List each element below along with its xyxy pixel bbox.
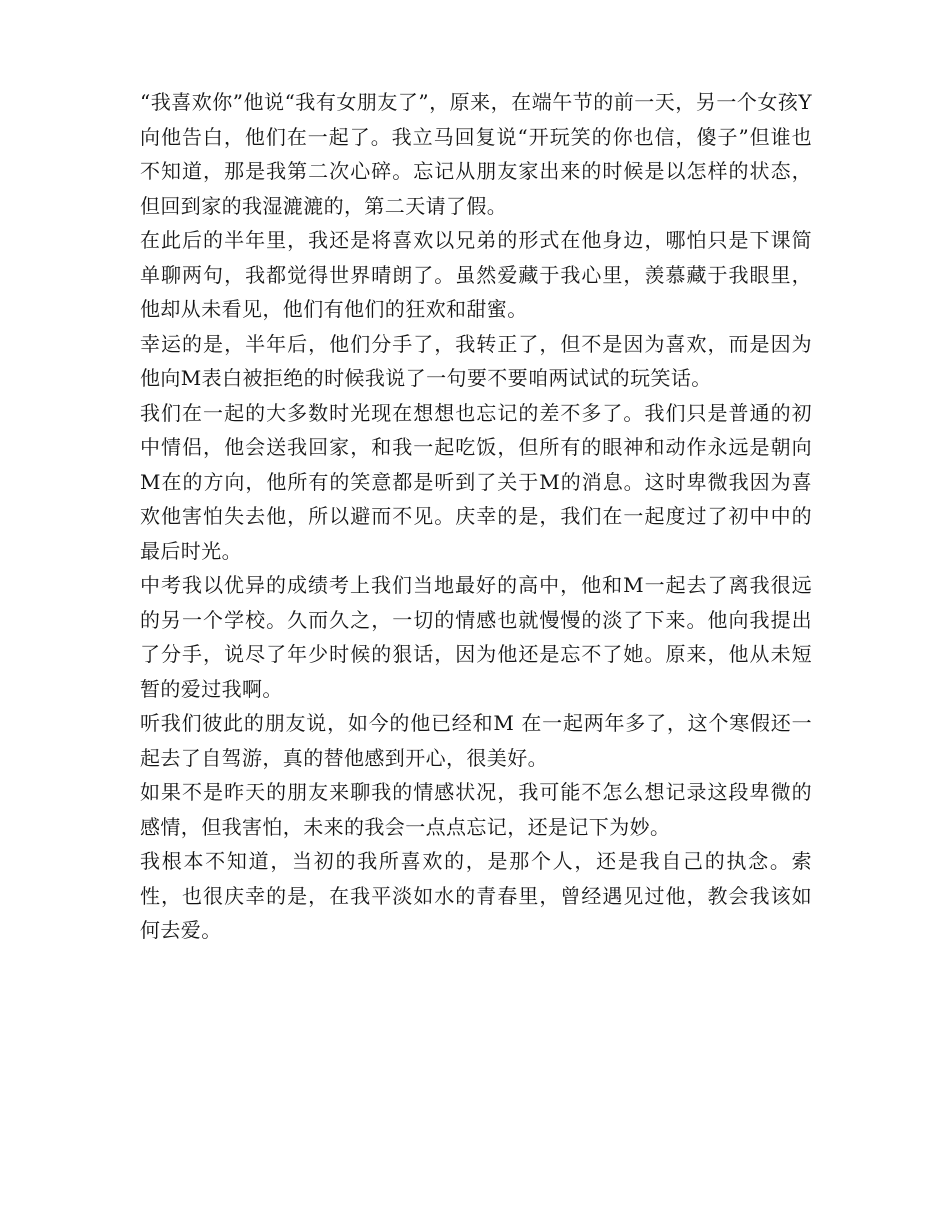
paragraph-5: 中考我以优异的成绩考上我们当地最好的高中，他和M一起去了离我很远的另一个学校。久而久之，一切的情感也就慢慢的淡了下来。他向我提出了分手，说尽了年少时候的狠话，因为他还是忘不了她。原来，他从未短暂的爱过我啊。 <box>140 573 812 701</box>
paragraph-3: 幸运的是，半年后，他们分手了，我转正了，但不是因为喜欢，而是因为他向M表白被拒绝的时候我说了一句要不要咱两试试的玩笑话。 <box>140 331 812 390</box>
paragraph-1: “我喜欢你”他说“我有女朋友了”，原来，在端午节的前一天，另一个女孩Y向他告白，他们在一起了。我立马回复说“开玩笑的你也信，傻子”但谁也不知道，那是我第二次心碎。忘记从朋友家出来的时候是以怎样的状态，但回到家的我湿漉漉的，第二天请了假。 <box>140 90 812 218</box>
paragraph-2: 在此后的半年里，我还是将喜欢以兄弟的形式在他身边，哪怕只是下课简单聊两句，我都觉得世界晴朗了。虽然爱藏于我心里，羡慕藏于我眼里，他却从未看见，他们有他们的狂欢和甜蜜。 <box>140 228 812 321</box>
paragraph-8: 我根本不知道，当初的我所喜欢的，是那个人，还是我自己的执念。索性，也很庆幸的是，在我平淡如水的青春里，曾经遇见过他，教会我该如何去爱。 <box>140 849 812 942</box>
paragraph-7: 如果不是昨天的朋友来聊我的情感状况，我可能不怎么想记录这段卑微的感情，但我害怕，未来的我会一点点忘记，还是记下为妙。 <box>140 780 812 839</box>
paragraph-6: 听我们彼此的朋友说，如今的他已经和M 在一起两年多了，这个寒假还一起去了自驾游，真的替他感到开心，很美好。 <box>140 711 812 770</box>
paragraph-4: 我们在一起的大多数时光现在想想也忘记的差不多了。我们只是普通的初中情侣，他会送我回家，和我一起吃饭，但所有的眼神和动作永远是朝向M在的方向，他所有的笑意都是听到了关于M的消息。这时卑微我因为喜欢他害怕失去他，所以避而不见。庆幸的是，我们在一起度过了初中中的最后时光。 <box>140 400 812 563</box>
document-body <box>140 85 812 948</box>
